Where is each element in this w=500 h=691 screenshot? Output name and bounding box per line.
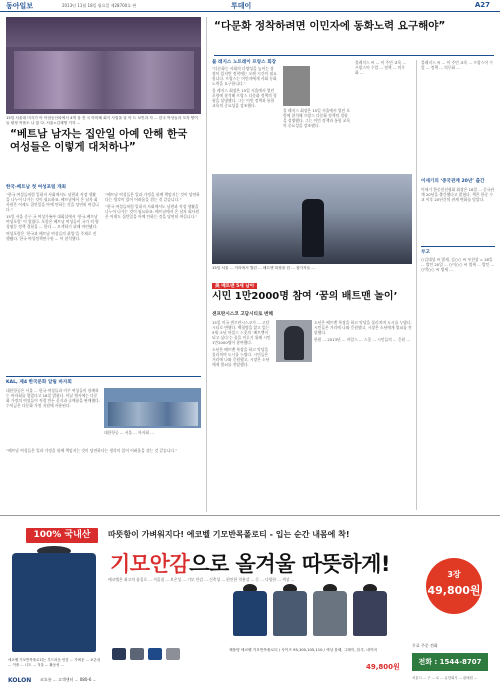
side-title: 이세기의 ‘중국관계 20년’ 출간 bbox=[421, 179, 485, 184]
ad-title-red: 기모안감 bbox=[110, 552, 190, 576]
product-features: 제품명 에코벨 기모반목폴로티 / 사이즈 95,100,105,110 / 색상 블랙, 그레이, 블루, 네이비 bbox=[229, 648, 377, 652]
page-header bbox=[0, 0, 500, 12]
stage-backdrop bbox=[6, 17, 201, 47]
seller-address: 서울시 ... 구 ... 로 ... 유한회사 ... 판매원 ... bbox=[412, 676, 478, 680]
batman-parade-photo bbox=[212, 174, 412, 264]
bazaar-people bbox=[108, 402, 198, 426]
shirt-body bbox=[12, 553, 96, 652]
article-badge: 美 배트맨 5세 남아 bbox=[212, 283, 257, 289]
obituary-title: 부고 bbox=[421, 250, 430, 255]
shirt-body bbox=[353, 591, 387, 636]
order-hotline[interactable]: 전화 : 1544-8707 bbox=[412, 653, 488, 671]
left-section2-title: KAL, 제4 한국문화 알림 바자회 bbox=[6, 380, 72, 385]
side-text: 이세기 한중친선협회 회장은 16일 ... 중국관계 20년을 출간했다고 밝혔다. 책은 한중 수교 이후 20년간의 관계 변화를 담았다. bbox=[421, 187, 495, 202]
middle-paragraph: 소년은 배트맨 복장을 하고 악당을 물리치며 도시를 누볐다. 시민들은 거리에 나와 응원했고, 시장은 소년에게 열쇠를 전달했다. bbox=[314, 320, 412, 335]
obituary-text: ○김대성 씨 별세, 김○○ 씨 부친상 = 18일 ... 발인 20일 ... ○이○○ 씨 별세 ... 발인 ... ○박○○ 씨 별세 ... bbox=[421, 257, 495, 272]
color-swatch bbox=[130, 648, 144, 660]
kolon-logo: KOLON bbox=[8, 677, 32, 684]
divider bbox=[421, 246, 495, 247]
middle-subhead: 샌프란시스코 고담시티로 변해 bbox=[212, 312, 273, 317]
advertisement bbox=[0, 515, 500, 691]
ad-caption: 에코벨 기모반목폴로티는 부드러운 안감 ... 가벼운 ... 보온성 ... 이중 ... 니트 ... 겨울 ... 활동성 ... bbox=[8, 658, 101, 667]
column-divider bbox=[206, 17, 207, 512]
ad-topline: 따뜻함이 가벼워지다! 에코벨 기모반목폴로티 - 입는 순간 내몸에 착! bbox=[108, 530, 350, 539]
price-quantity: 3장 bbox=[447, 570, 461, 579]
right-paragraph: 불 레지스 회장은 15일 서울에서 열린 포럼에 참석해 프랑스 다문화 정책의 경험을 설명했다. 그는 이민 정책과 통합 교육의 중요성을 강조했다. bbox=[212, 88, 277, 108]
divider bbox=[6, 376, 201, 377]
divider bbox=[214, 55, 494, 56]
section-title: 투데이 bbox=[231, 2, 252, 10]
bazaar-photo bbox=[104, 388, 201, 428]
portrait-photo bbox=[283, 66, 310, 106]
batman-figure bbox=[302, 199, 324, 257]
left-paragraph: 15일 서울 중구 국 여성가족부 대회실에서 ‘한국-베트남 여성포럼’ 이 열렸다. 포럼은 베트남 여성들이 국가 의 양성평등 정책 경험을 ... 한다 ... 모색하기 위해 마련됐다. bbox=[6, 214, 99, 229]
color-swatch bbox=[148, 648, 162, 660]
photo-caption-right: 15일 서울 ... 거리에서 열린 ... 배트맨 복장을 한 ... 참가자들 ... bbox=[212, 266, 315, 270]
product-shirt bbox=[273, 584, 307, 636]
product-shirt bbox=[313, 584, 347, 636]
forum-group-photo bbox=[6, 17, 201, 114]
left-paragraph: 여성포럼은 ‘한국과 베트남 여성들의 취업’을 주제로 진행됐다. 한국 여성정책연구원 ... 이 참석했다. bbox=[6, 231, 97, 241]
ad-title bbox=[110, 548, 390, 578]
boy-photo bbox=[276, 320, 312, 362]
left-body-col2 bbox=[105, 192, 201, 372]
right-body-col2: 불 레지스 회장은 15일 서울에서 열린 포럼에 참석해 프랑스 다문화 정책의 경험을 설명했다. 그는 이민 정책과 통합 교육의 중요성을 강조했다. bbox=[283, 108, 351, 128]
price-tag: 49,800원 bbox=[366, 663, 400, 671]
color-swatch bbox=[112, 648, 126, 660]
right-side-column: 불레지스 씨 ... 이 주민 교육 ... 프랑스어 수업 ... 정책 ... 의무화 ... bbox=[421, 60, 493, 70]
page-number: A27 bbox=[474, 1, 490, 9]
left-section2-body: 대한항공은 서울 ... 한국 여성들과 이주 여성들이 함께하는 바자회를 열었다고 18일 밝혔다. 이날 행사에는 다문화 가정의 여성들이 직접 만든 음식과 공예품을 판매했다. 수익금은 다문화 가정 지원에 사용된다. bbox=[6, 388, 100, 408]
ad-title-dark: 으로 올겨울 따뜻하게! bbox=[189, 552, 390, 576]
right-headline: “다문화 정착하려면 이민자에 동화노력 요구해야” bbox=[214, 20, 446, 32]
middle-paragraph: 한편 ... 2013년 ... 마일스 ... 스콧 ... 시민들의 ... 응원 ... bbox=[314, 337, 411, 342]
product-shirt bbox=[353, 584, 387, 636]
shirt-body bbox=[313, 591, 347, 636]
people-silhouettes bbox=[14, 51, 194, 109]
middle-paragraph: 15일 미국 샌프란시스코가 ... 고담시티로 변했다. 백혈병을 앓고 있는 5세 소년 마일스 스콧의 ‘배트맨이 되고 싶다’는 꿈을 이루기 위해 시민 1만2000명이 참여했다. bbox=[212, 320, 271, 345]
issue-meta: 2013년 11월 18일 월요일 제28700호 판 bbox=[62, 3, 137, 8]
price-circle bbox=[426, 558, 482, 614]
color-swatch bbox=[166, 648, 180, 660]
right-body-col1 bbox=[212, 66, 277, 168]
bazaar-caption: 대한항공 ... 서울 ... 바자회 ... bbox=[104, 430, 154, 435]
left-section2-more: “베트남 여성들은 일과 가정을 함께 책임지는 것이 당연하다는 생각이 있어 어려움을 겪는 것 같습니다.” bbox=[6, 448, 178, 453]
right-paragraph: “다문화는 사회의 다양성을 높이는 장점이 있지만 정착에는 오랜 시간이 필요합니다. 프랑스는 이민자에게 사회 동화 노력을 요구합니다.” bbox=[212, 66, 277, 86]
ad-contact: 코오롱 ... 고객센터 ... 080-6 ... bbox=[40, 677, 97, 682]
middle-body-col2 bbox=[314, 320, 412, 510]
right-body-col3: 불레지스 씨 ... 이 주민 교육 ... 프랑스어 수업 ... 정책 ... 의무화 ... bbox=[355, 60, 407, 75]
left-paragraph: “한국 여성들처럼 일하지 사회에서도 남편과 직장 생활을 나누어 나가는 것이 필요하죠. 베트남에서 온 남자 회사원은 어제도 집안일을 아예 안하는 것을 당연히 여깁니다.” bbox=[6, 192, 99, 212]
interview-title: 불 레지스 노트레이 프랑스 회장 bbox=[212, 60, 277, 65]
left-paragraph: “한국 여성들처럼 일하지 사회에서도 남편과 직장 생활을 나누어 나가는 것이 필요하죠. 베트남에서 온 남자 회사원은 어제도 집안일을 아예 안하는 것을 당연히 여깁니다.” bbox=[105, 204, 200, 219]
left-subhead: 한국-베트남 첫 여성포럼 개최 bbox=[6, 185, 66, 190]
boy-figure bbox=[284, 326, 304, 360]
product-shirt bbox=[233, 584, 267, 636]
middle-paragraph: 소년은 배트맨 복장을 하고 악당을 물리치며 도시를 누볐다. 시민들은 거리에 나와 응원했고, 시장은 소년에게 열쇠를 전달했다. bbox=[212, 347, 270, 367]
ad-badge: 100% 국내산 bbox=[26, 528, 98, 543]
price-amount: 49,800원 bbox=[427, 584, 481, 597]
left-headline: “베트남 남자는 집안일 아예 안해 한국 여성들은 이렇게 대처하나” bbox=[10, 128, 188, 153]
left-body-col1 bbox=[6, 192, 99, 372]
shirt-body bbox=[273, 591, 307, 636]
model-shirt bbox=[12, 546, 96, 652]
photo-caption-left: 15일 서울대 미식가 아 아침동산파에서 4개 상 전 국 아미혜 회식 사업을 알 아 트 보인과 자 ... 한국 여성들과 모자 양이들 원정 작품도 나 있 다. 서울=김재명 기자 ... bbox=[6, 116, 198, 125]
middle-headline: 시민 1만2000명 참여 ‘꿈의 배트맨 놀이’ bbox=[212, 291, 398, 302]
ad-description: 에코벨은 최고의 품질로 ... 겨울철 ... 보온성 ... 기모 안감 ... 신축성 ... 편안한 착용감 ... 등 ... 다양한 ... 색상 ... bbox=[108, 577, 295, 582]
shirt-body bbox=[233, 591, 267, 636]
hotline-label: 무료 주문 전화 bbox=[412, 643, 438, 648]
newspaper-brand: 동아일보 bbox=[6, 2, 34, 10]
left-paragraph: “베트남 여성들은 일과 가정을 함께 책임지는 것이 당연하다는 생각이 있어 어려움을 겪는 것 같습니다.” bbox=[105, 192, 200, 202]
column-divider bbox=[416, 60, 417, 510]
middle-body-col1 bbox=[212, 320, 272, 510]
